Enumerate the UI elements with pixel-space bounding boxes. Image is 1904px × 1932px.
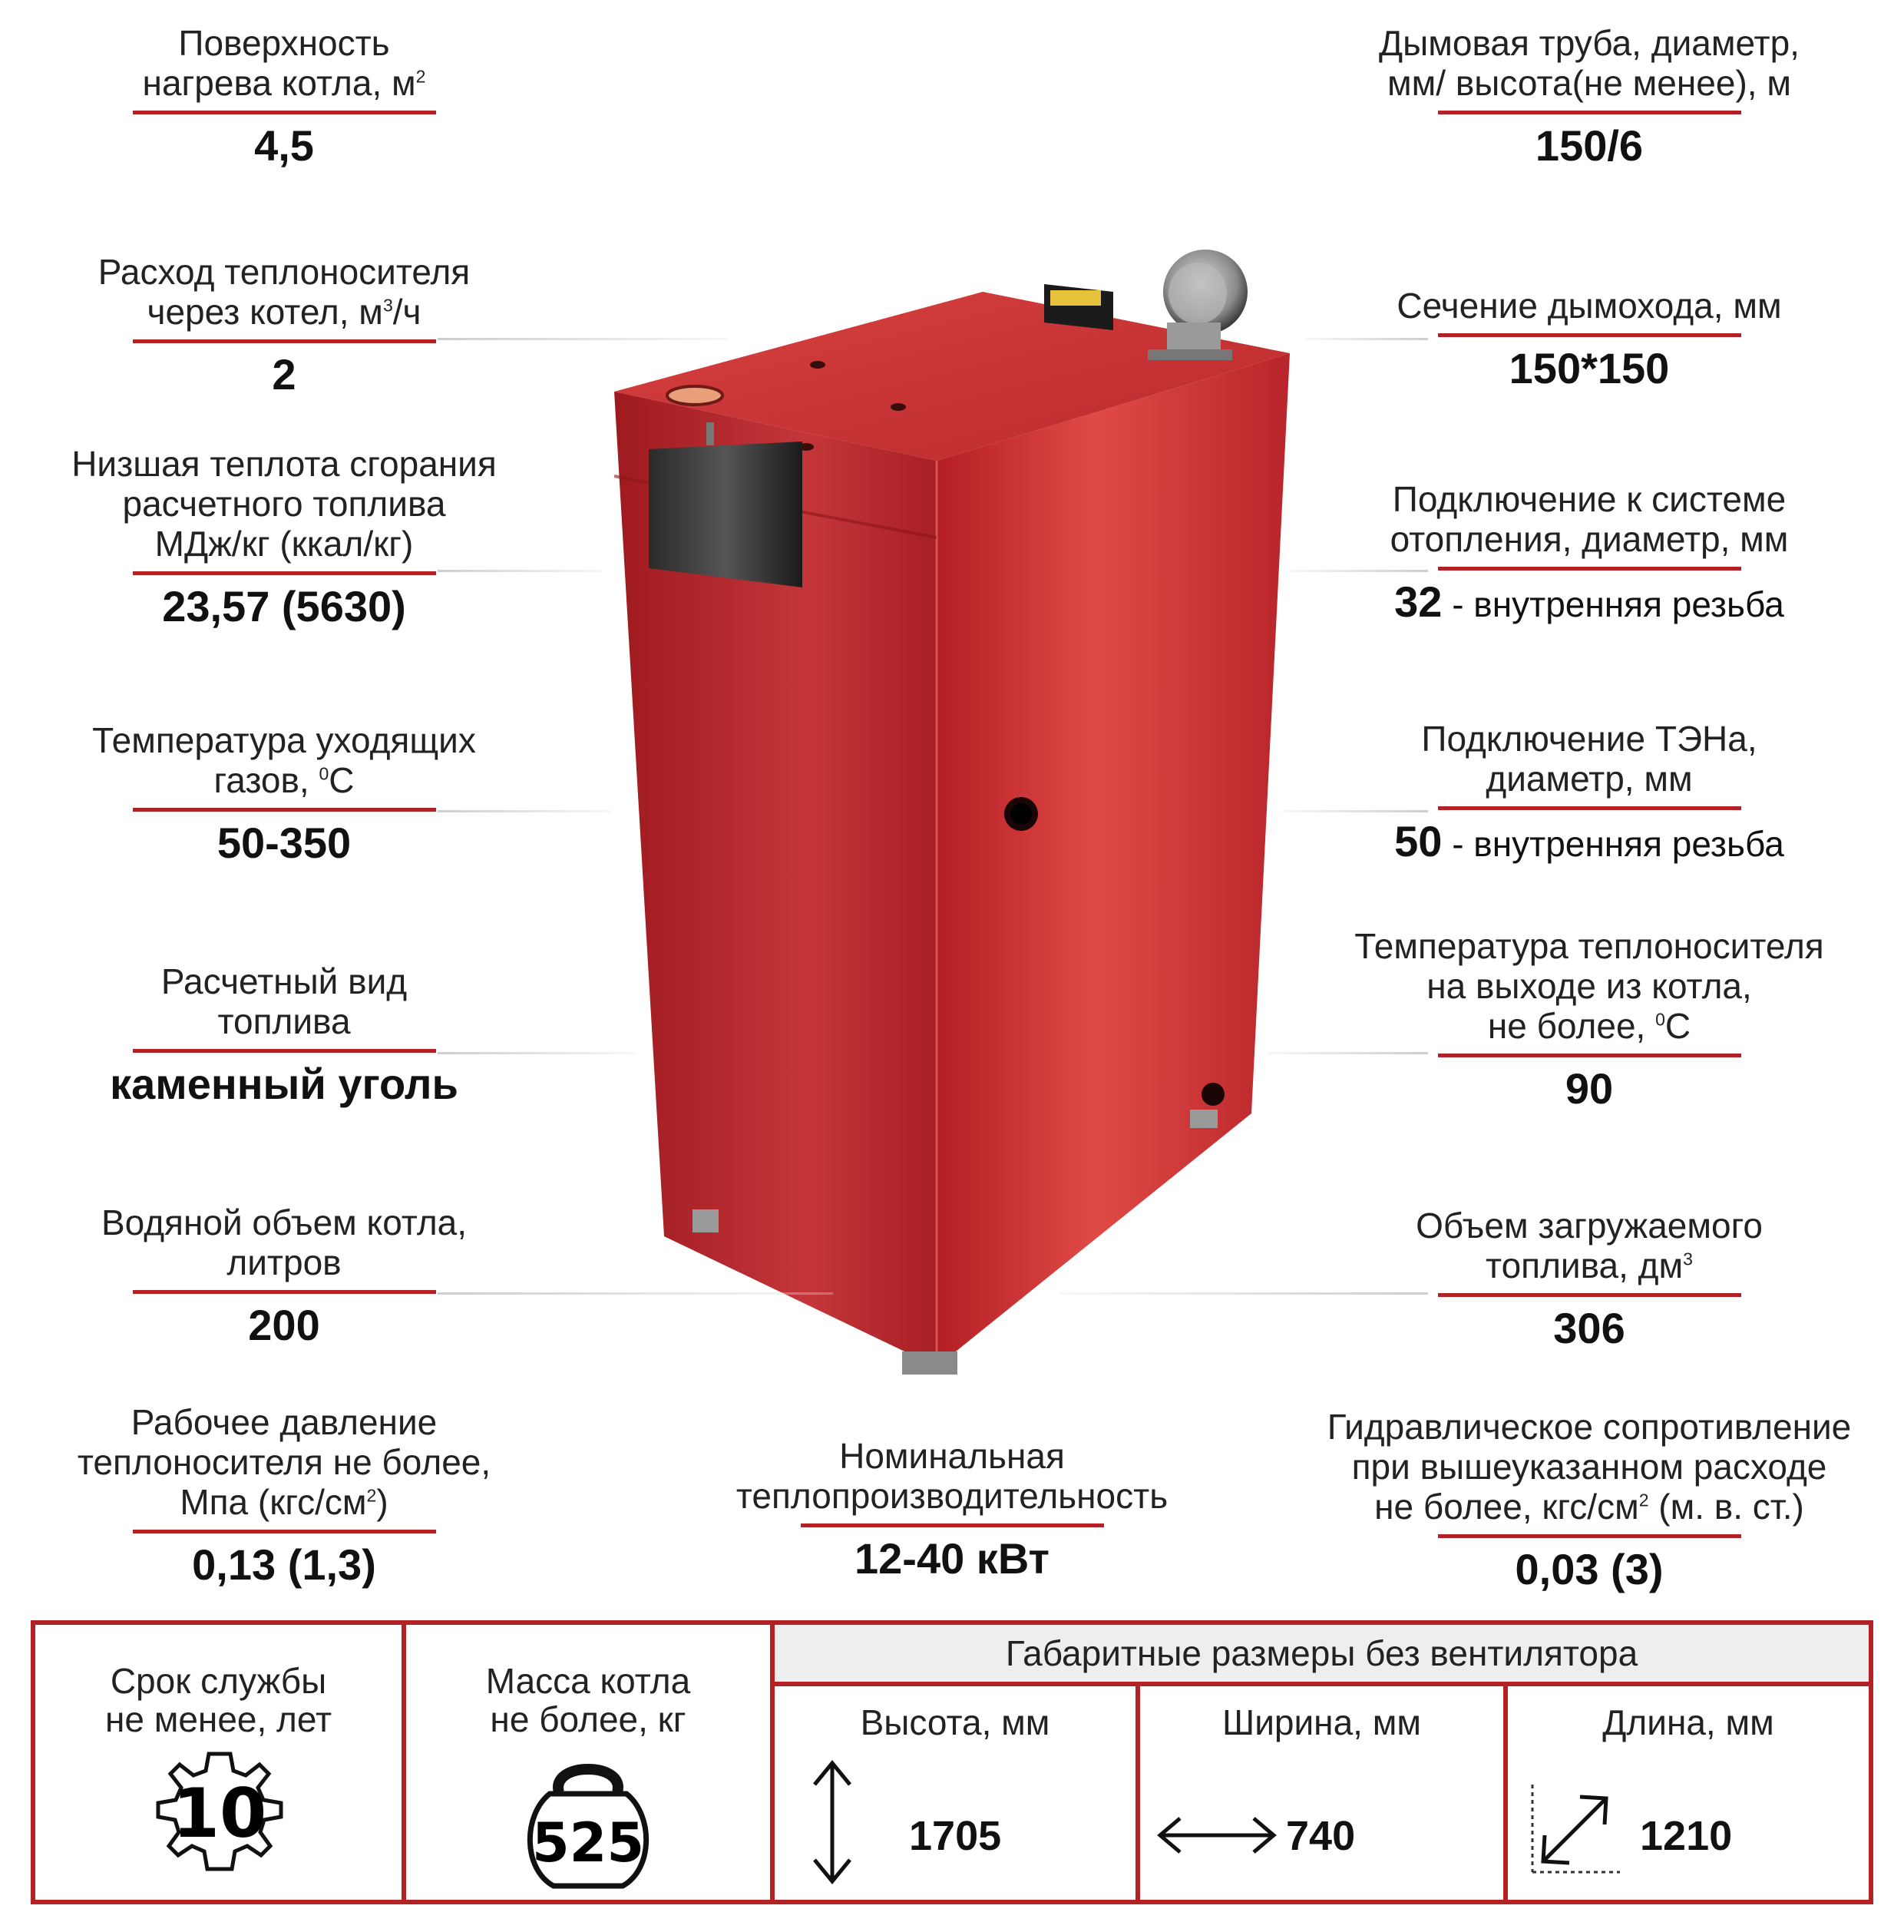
spec-rule [133,571,436,575]
boiler-illustration [583,246,1321,1398]
spec-value: каменный уголь [110,1060,458,1108]
spec-value: 32 - внутренняя резьба [1394,577,1784,626]
service-life-label: Срок службы не менее, лет [104,1661,332,1739]
mass-cell [406,1625,770,1900]
diagonal-arrow-icon [1526,1778,1626,1878]
spec-heating-surface [23,23,545,173]
spec-label: Объем загружаемого топлива, $дм^3$ [1416,1206,1763,1285]
gear-icon [143,1745,296,1898]
mass-label: Масса котла не более, кг [485,1661,691,1739]
spec-label: Подключение к системе отопления, диаметр, мм [1390,479,1789,559]
spec-value: 12-40 кВт [854,1534,1050,1583]
spec-heater-connection [1282,719,1896,871]
spec-value: 150*150 [1509,344,1670,392]
spec-label: Номинальная теплопроизводительность [735,1436,1169,1516]
spec-value: 306 [1553,1304,1625,1352]
spec-rule [801,1523,1104,1527]
kettlebell-icon [519,1746,657,1892]
spec-heating-connection [1282,479,1896,631]
spec-label: Подключение ТЭНа, диаметр, мм [1421,719,1757,799]
spec-label: Гидравлическое сопротивление при вышеуказанном расходе не более, кгс/$см^2$ (м. в. ст.) [1327,1407,1852,1527]
width-cell [1140,1686,1503,1900]
dimensions-header: Габаритные размеры без вентилятора [775,1625,1869,1682]
dimensions-table [31,1620,1873,1904]
spec-rule [133,808,436,812]
spec-fuel-type [23,961,545,1111]
spec-rule [1438,567,1741,571]
spec-value: 90 [1565,1064,1614,1113]
spec-outlet-temperature [1282,926,1896,1116]
height-label: Высота, мм [860,1702,1050,1742]
spec-flue-gas-temperature [23,720,545,870]
spec-value: 4,5 [254,121,314,170]
spec-label: Температура уходящих газов, $^0$С [92,720,476,800]
spec-value: 2 [272,350,296,399]
spec-flue-section [1282,286,1896,395]
spec-label: Рабочее давление теплоносителя не более, Мпа $(кгс/см^2)$ [77,1402,491,1522]
vertical-arrow-icon [805,1757,859,1887]
spec-rule [1438,1293,1741,1297]
width-value: 740 [1286,1813,1356,1859]
service-life-cell [35,1625,402,1900]
spec-label: Водяной объем котла, литров [101,1203,468,1282]
spec-label: Низшая теплота сгорания расчетного топлива МДж/кг (ккал/кг) [71,444,497,564]
spec-value: 50 - внутренняя резьба [1394,817,1784,865]
spec-chimney [1282,23,1896,173]
spec-calorific-value [23,444,545,634]
spec-label: Поверхность нагрева котла, $м^2$ [142,23,426,103]
spec-water-volume [23,1203,545,1352]
spec-label: Сечение дымохода, мм [1397,286,1782,326]
spec-label: Расход теплоносителя через котел, $м^3/ч$ [98,252,471,332]
spec-coolant-flow [23,252,545,402]
spec-hydraulic-resistance [1282,1407,1896,1596]
length-value: 1210 [1640,1813,1733,1859]
spec-value: 200 [248,1301,320,1349]
length-cell [1508,1686,1869,1900]
spec-rule [1438,1054,1741,1057]
spec-rule [133,1049,436,1053]
horizontal-arrow-icon [1155,1812,1278,1858]
spec-rule [133,111,436,114]
spec-working-pressure [23,1402,545,1592]
spec-value: 0,13 (1,3) [192,1540,376,1589]
spec-value: 150/6 [1535,121,1644,170]
spec-value: 0,03 (3) [1515,1545,1664,1593]
spec-label: Дымовая труба, диаметр, мм/ высота(не менее), м [1379,23,1800,103]
svg-text:10: 10 [172,1774,267,1853]
spec-label: Температура теплоносителя на выходе из котла, не более, $^0$С [1354,926,1824,1046]
spec-rule [1438,1534,1741,1538]
spec-rule [1438,111,1741,114]
spec-fuel-load-volume [1282,1206,1896,1355]
spec-label: Расчетный вид топлива [160,961,408,1041]
spec-value: 50-350 [217,819,352,867]
spec-rule [133,339,436,343]
height-value: 1705 [909,1813,1002,1859]
spec-rule [133,1290,436,1294]
length-label: Длина, мм [1602,1702,1774,1742]
height-cell [775,1686,1135,1900]
spec-rule [133,1530,436,1533]
width-label: Ширина, мм [1222,1702,1421,1742]
spec-nominal-output [676,1436,1228,1586]
spec-rule [1438,333,1741,337]
spec-value: 23,57 (5630) [162,582,406,630]
svg-text:525: 525 [531,1811,645,1874]
spec-rule [1438,806,1741,810]
